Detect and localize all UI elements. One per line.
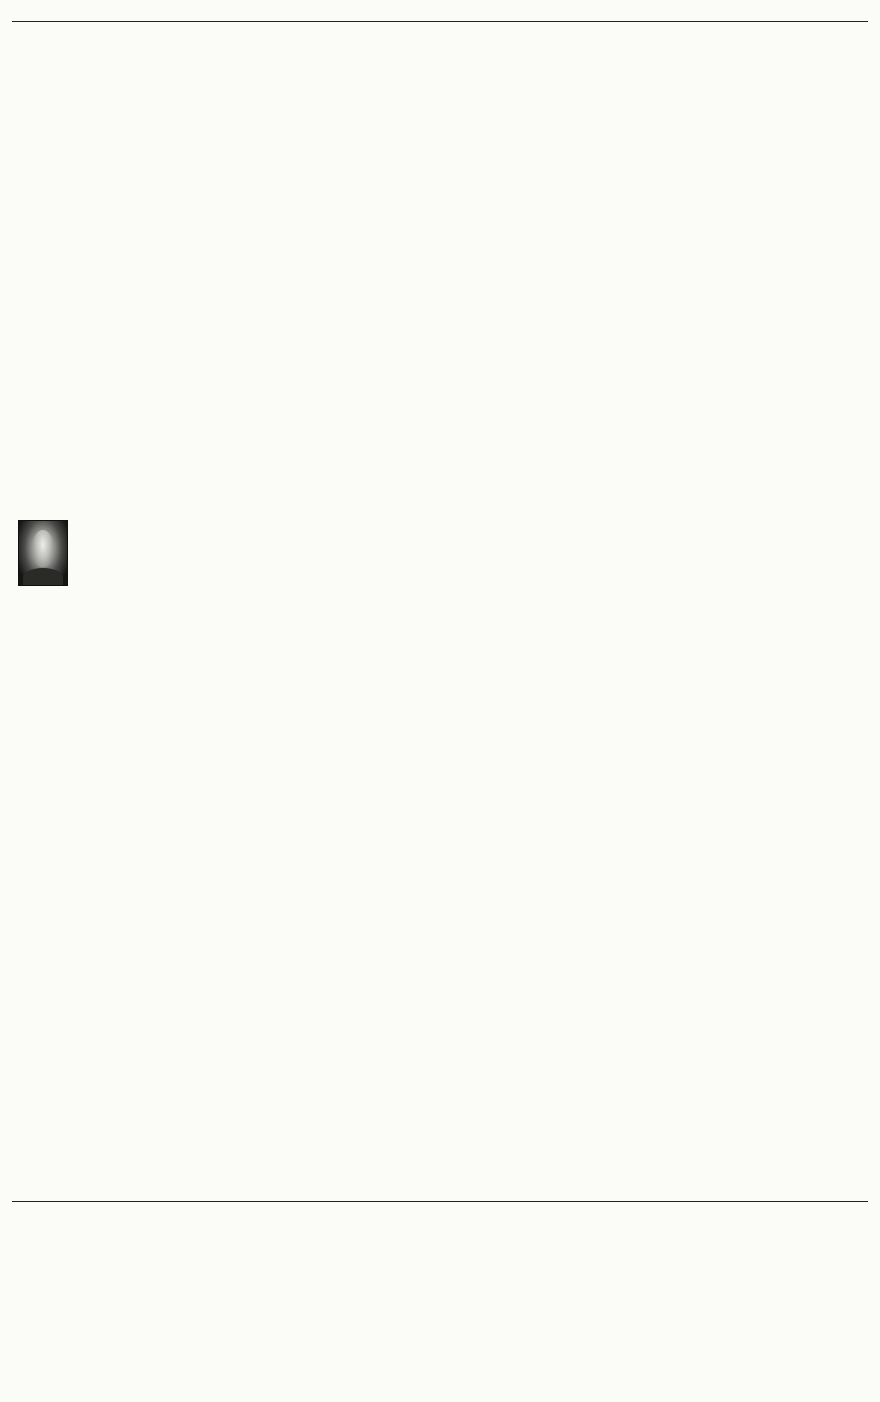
header-rule	[12, 21, 868, 22]
column-1-beside-inset	[72, 520, 136, 638]
column-4	[452, 240, 592, 1128]
column-3-second	[302, 746, 444, 1198]
column-1-after-inset	[18, 640, 136, 992]
inset-portrait-photo	[18, 520, 68, 586]
column-2	[146, 240, 294, 1198]
column-1-lead	[18, 260, 136, 518]
bottom-strip-rule	[12, 1201, 868, 1202]
column-4-bottom-left	[452, 1130, 592, 1198]
column-4-bottom-right	[598, 1130, 864, 1198]
column-1-first-team	[18, 1046, 136, 1190]
column-3-first	[302, 240, 444, 728]
